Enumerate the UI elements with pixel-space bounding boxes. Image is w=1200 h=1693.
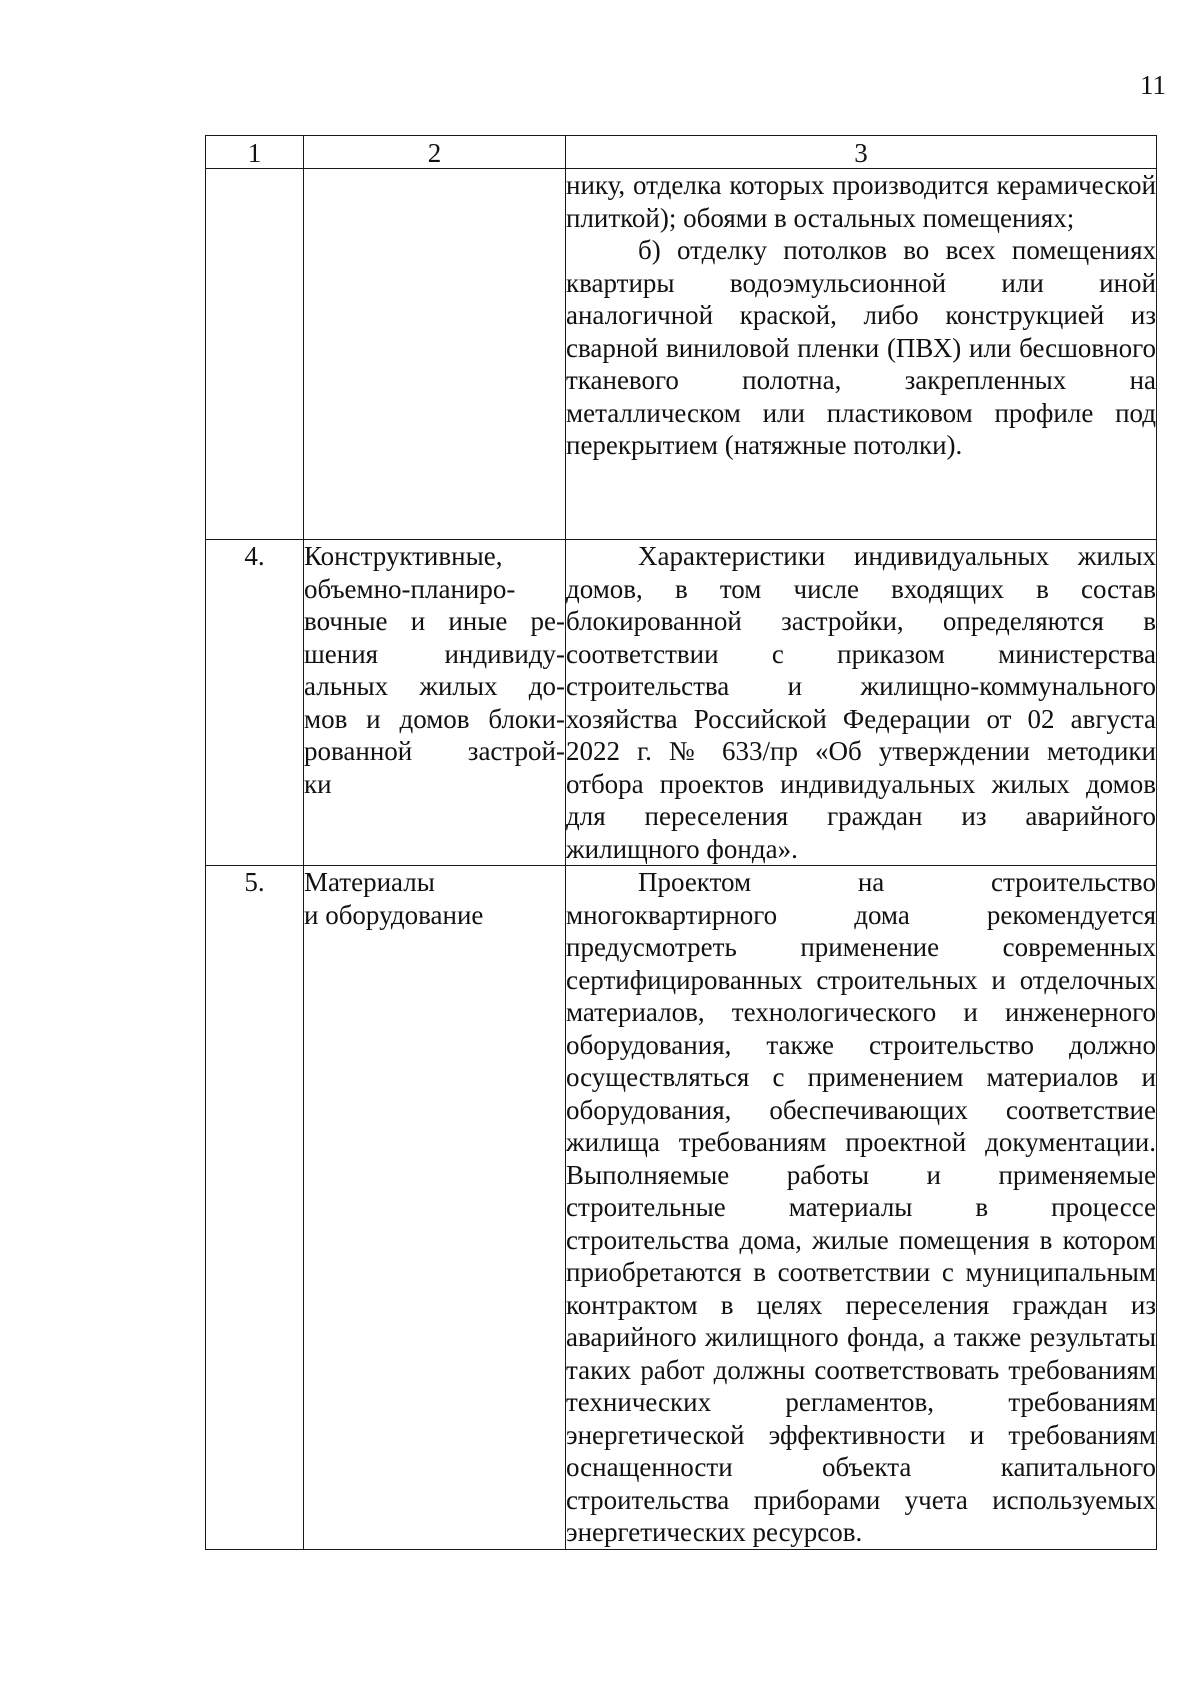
table-row-continuation — [206, 169, 1157, 540]
column-header-number: 1 — [206, 136, 304, 169]
row-number: 5. — [206, 866, 304, 1550]
name-line: Конструктивные, — [304, 541, 503, 571]
name-line: ки — [304, 768, 332, 799]
name-line: Материалы — [304, 867, 435, 897]
row-description — [566, 169, 1157, 540]
column-header-name: 2 — [304, 136, 566, 169]
row-name — [304, 169, 566, 540]
name-line: и оборудование — [304, 899, 484, 930]
row-name — [304, 540, 566, 866]
name-line: шения индивиду- — [304, 638, 565, 669]
table-header-row — [206, 136, 1157, 169]
name-line: мов и домов блоки- — [304, 703, 565, 734]
row-number — [206, 169, 304, 540]
row-description — [566, 540, 1157, 866]
row-number: 4. — [206, 540, 304, 866]
column-header-description: 3 — [566, 136, 1157, 169]
description-paragraph: Проектом на строительство многоквартирного дома рекомендуется предусмотреть применение современных сертифицированных строительных и отделочных материалов, технологического и инженерного оборудования, также строительство должно осуществляться с применением материалов и оборудования, обеспечивающих соответствие жилища требованиям проектной документации. Выполняемые работы и применяемые строительные материалы в процессе строительства дома, жилые помещения в котором приобретаются в соответствии с муниципальным контрактом в целях переселения граждан из аварийного жилищного фонда, а также результаты таких работ должны соответствовать требованиям технических регламентов, требованиям энергетической эффективности и требованиям оснащенности объекта капитального строительства приборами учета используемых энергетических ресурсов. — [566, 867, 1156, 1547]
row-name — [304, 866, 566, 1550]
description-paragraph: б) отделку потолков во всех помещениях квартиры водоэмульсионной или иной аналогичной краской, либо конструкцией из сварной виниловой пленки (ПВХ) или бесшовного тканевого полотна, закрепленных на металлическом или пластиковом профиле под перекрытием (натяжные потолки). — [566, 235, 1156, 460]
table-row-4 — [206, 540, 1157, 866]
row-description — [566, 866, 1157, 1550]
description-paragraph: нику, отделка которых производится керамической плиткой); обоями в остальных помещениях; — [566, 170, 1156, 233]
name-line: объемно-планиро- — [304, 573, 516, 604]
requirements-table — [205, 135, 1157, 1550]
page-number: 11 — [1140, 70, 1166, 100]
table-row-5 — [206, 866, 1157, 1550]
name-line: альных жилых до- — [304, 671, 565, 701]
description-paragraph: Характеристики индивидуальных жилых домов, в том числе входящих в состав блокированной застройки, определяются в соответствии с приказом министерства строительства и жилищно-коммунального хозяйства Российской Федерации от 02 августа 2022 г. № 633/пр «Об утверждении методики отбора проектов индивидуальных жилых домов для переселения граждан из аварийного жилищного фонда». — [566, 541, 1156, 864]
name-line: рованной застрой- — [304, 736, 565, 766]
name-line: вочные и иные ре- — [304, 606, 565, 636]
